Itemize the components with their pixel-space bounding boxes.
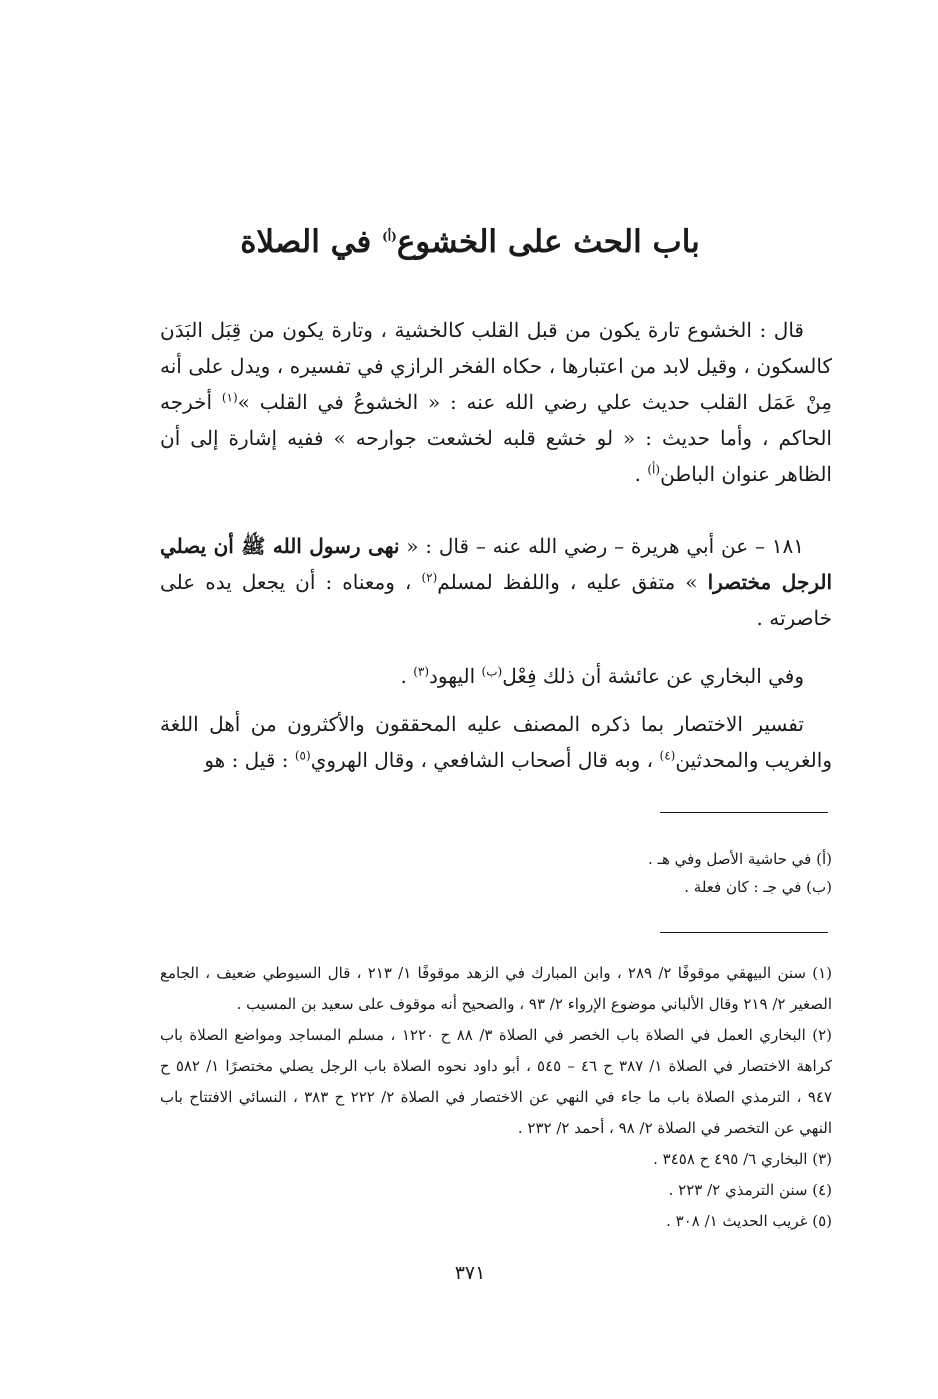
alpha-footnote: (ب) في جـ : كان فعلة . xyxy=(684,878,832,896)
footnote: (٤) سنن الترمذي ٢/ ٢٢٣ . xyxy=(668,1181,832,1199)
footnote: (٣) البخاري ٦/ ٤٩٥ ح ٣٤٥٨ . xyxy=(653,1150,832,1168)
alpha-footnote: (أ) في حاشية الأصل وفي هـ . xyxy=(648,850,832,868)
tafsir-paragraph xyxy=(160,706,832,778)
alpha-footnotes xyxy=(160,845,832,901)
bukhari-paragraph xyxy=(160,658,832,694)
hadith-paragraph xyxy=(160,528,832,636)
hadith-text: ١٨١ – عن أبي هريرة – رضي الله عنه – قال : « نهى رسول الله ﷺ أن يصلي الرجل مختصرا » متفق عليه ، واللفظ لمسلم$^{(٢)}$ ، ومعناه : أن يجعل يده على خاصرته . xyxy=(160,534,833,630)
page-number: ٣٧١ xyxy=(454,1262,486,1284)
footnote-divider-alpha xyxy=(660,812,828,813)
intro-paragraph xyxy=(160,312,832,492)
tafsir-text: تفسير الاختصار بما ذكره المصنف عليه المحققون والأكثرون من أهل اللغة والغريب والمحدثين$^{(٤)}$ ، وبه قال أصحاب الشافعي ، وقال الهروي$^{(٥)}$ : قيل : هو xyxy=(160,712,832,772)
numbered-footnotes xyxy=(160,958,832,1237)
bukhari-text: وفي البخاري عن عائشة أن ذلك فِعْل$^{(ب)}$ اليهود$^{(٣)}$ . xyxy=(400,664,804,688)
chapter-title: باب الحث على الخشوع$^{(أ)}$ في الصلاة xyxy=(240,224,700,260)
footnote: (١) سنن البيهقي موقوفًا ٢/ ٢٨٩ ، وابن المبارك في الزهد موقوفًا ١/ ٢١٣ ، قال السيوطي ضعيف ، الجامع الصغير ٢/ ٢١٩ وقال الألباني موضوع الإرواء ٢/ ٩٣ ، والصحيح أنه موقوف على سعيد بن المسيب . xyxy=(160,964,832,1013)
intro-text: قال : الخشوع تارة يكون من قبل القلب كالخشية ، وتارة يكون من قِبَل البَدَن كالسكون ، وقيل لابد من اعتبارها ، حكاه الفخر الرازي في تفسيره ، ويدل على أنه مِنْ عَمَل القلب حديث علي رضي الله عنه : « الخشوعُ في القلب »$^{(١)}$ أخرجه الحاكم ، وأما حديث : « لو خشع قلبه لخشعت جوارحه » ففيه إشارة إلى أن الظاهر عنوان الباطن$^{(أ)}$ . xyxy=(160,318,832,486)
footnote-divider-numbered xyxy=(660,932,828,933)
footnote: (٥) غريب الحديث ١/ ٣٠٨ . xyxy=(666,1212,832,1230)
footnote: (٢) البخاري العمل في الصلاة باب الخصر في الصلاة ٣/ ٨٨ ح ١٢٢٠ ، مسلم المساجد ومواضع الصلاة باب كراهة الاختصار في الصلاة ١/ ٣٨٧ ح ٤٦ – ٥٤٥ ، أبو داود نحوه الصلاة باب الرجل يصلي مختصرًا ١/ ٥٨٢ ح ٩٤٧ ، الترمذي الصلاة باب ما جاء في النهي عن الاختصار في الصلاة ٢/ ٢٢٢ ح ٣٨٣ ، النسائي الافتتاح باب النهي عن التخصر في الصلاة ٢/ ٩٨ ، أحمد ٢/ ٢٣٢ . xyxy=(160,1026,833,1137)
